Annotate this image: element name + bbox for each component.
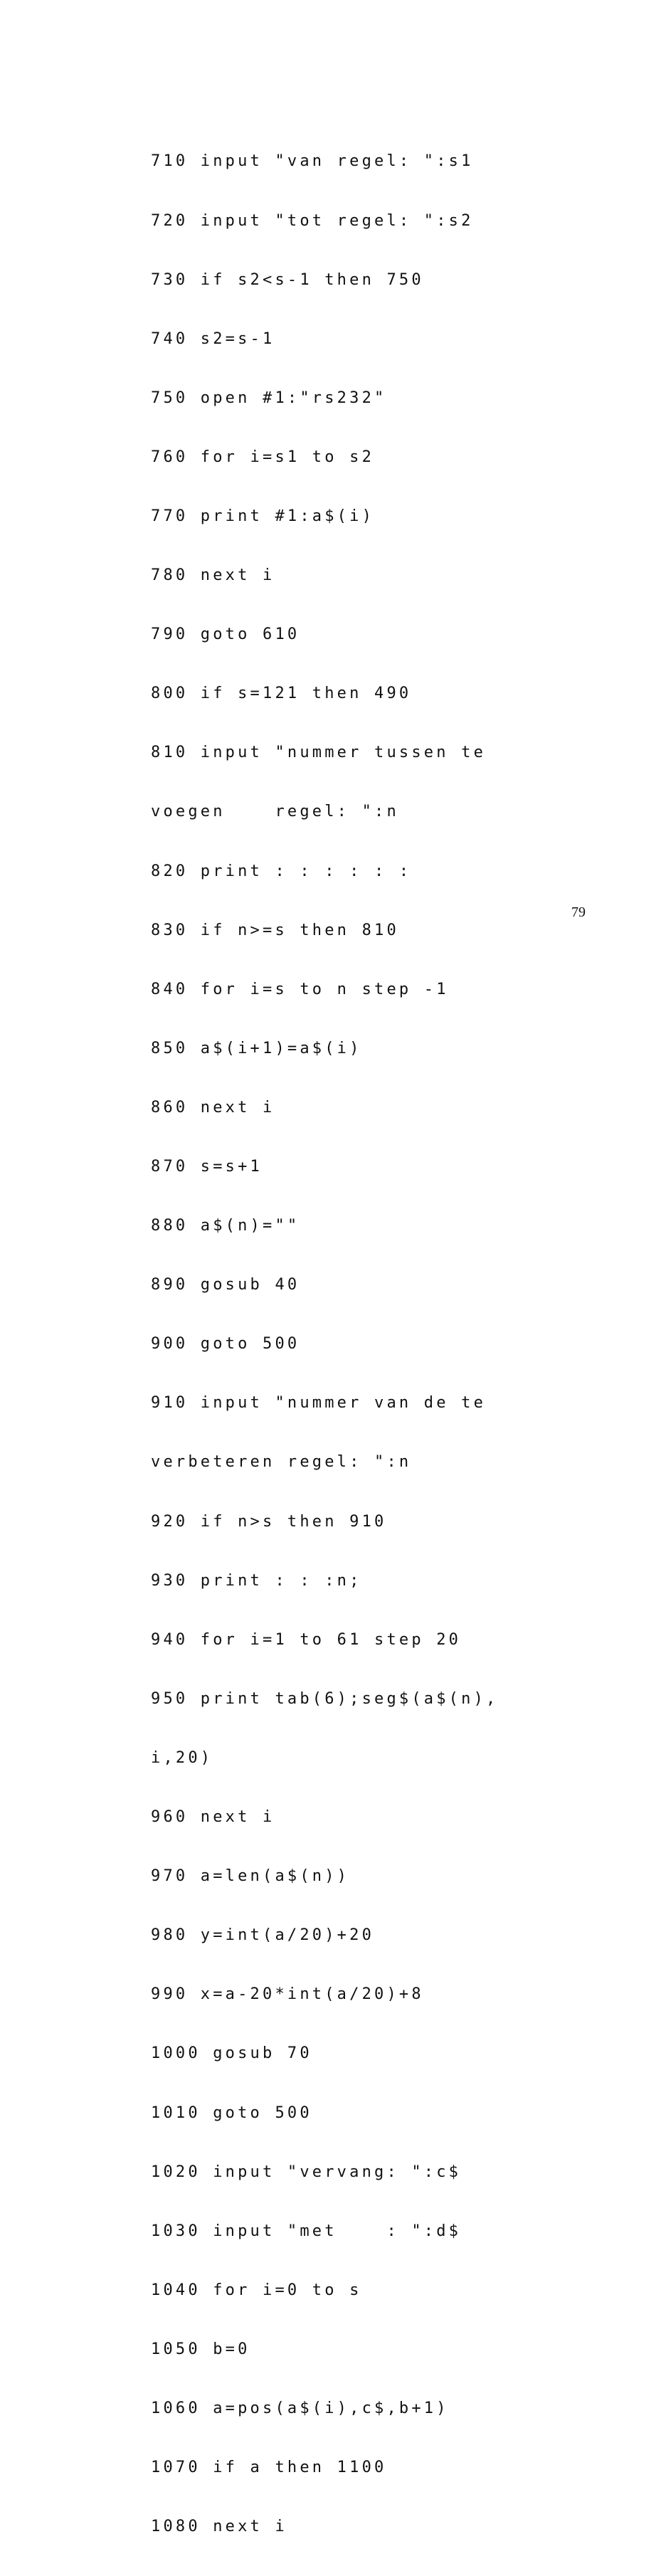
code-line: 1000 gosub 70 [151, 2044, 312, 2063]
code-line: 760 for i=s1 to s2 [151, 448, 375, 466]
code-line: 940 for i=1 to 61 step 20 [151, 1630, 462, 1649]
code-line: 990 x=a-20*int(a/20)+8 [151, 1985, 424, 2004]
code-line: 970 a=len(a$(n)) [151, 1867, 350, 1886]
code-line: 800 if s=121 then 490 [151, 685, 412, 703]
code-line: 1070 if a then 1100 [151, 2459, 387, 2477]
code-line: 850 a$(i+1)=a$(i) [151, 1039, 362, 1057]
code-line: 720 input "tot regel: ":s2 [151, 211, 474, 230]
code-line: 890 gosub 40 [151, 1276, 300, 1294]
code-line: 910 input "nummer van de te [151, 1394, 487, 1413]
code-line: 1020 input "vervang: ":c$ [151, 2163, 462, 2181]
code-line: 830 if n>=s then 810 [151, 921, 399, 939]
code-line: 820 print : : : : : : [151, 862, 412, 880]
code-line: 770 print #1:a$(i) [151, 507, 375, 525]
code-line: voegen regel: ":n [151, 803, 399, 821]
code-line: 790 goto 610 [151, 625, 300, 644]
code-line: 810 input "nummer tussen te [151, 744, 487, 762]
code-line: 1030 input "met : ":d$ [151, 2222, 462, 2240]
code-line: 880 a$(n)="" [151, 1217, 300, 1235]
code-line: 1040 for i=0 to s [151, 2281, 362, 2299]
code-line: 740 s2=s-1 [151, 329, 275, 348]
code-line: 950 print tab(6);seg$(a$(n), [151, 1689, 499, 1708]
code-line: verbeteren regel: ":n [151, 1453, 412, 1472]
code-line: 840 for i=s to n step -1 [151, 980, 449, 998]
code-line: 980 y=int(a/20)+20 [151, 1926, 375, 1945]
code-line: 730 if s2<s-1 then 750 [151, 270, 424, 289]
code-line: 860 next i [151, 1098, 275, 1117]
code-line: 870 s=s+1 [151, 1158, 263, 1176]
code-line: 1080 next i [151, 2518, 287, 2536]
code-line: 1010 goto 500 [151, 2103, 312, 2122]
code-line: 960 next i [151, 1808, 275, 1827]
code-line: 920 if n>s then 910 [151, 1512, 387, 1531]
code-line: 930 print : : :n; [151, 1571, 362, 1590]
page-number: 79 [571, 904, 586, 920]
code-line: 1050 b=0 [151, 2340, 250, 2358]
code-line: 1060 a=pos(a$(i),c$,b+1) [151, 2399, 449, 2417]
basic-code-listing [151, 112, 498, 2576]
code-line: i,20) [151, 1748, 213, 1767]
code-line: 710 input "van regel: ":s1 [151, 152, 474, 171]
code-line: 780 next i [151, 566, 275, 585]
code-line: 900 goto 500 [151, 1335, 300, 1353]
code-line: 750 open #1:"rs232" [151, 389, 387, 407]
